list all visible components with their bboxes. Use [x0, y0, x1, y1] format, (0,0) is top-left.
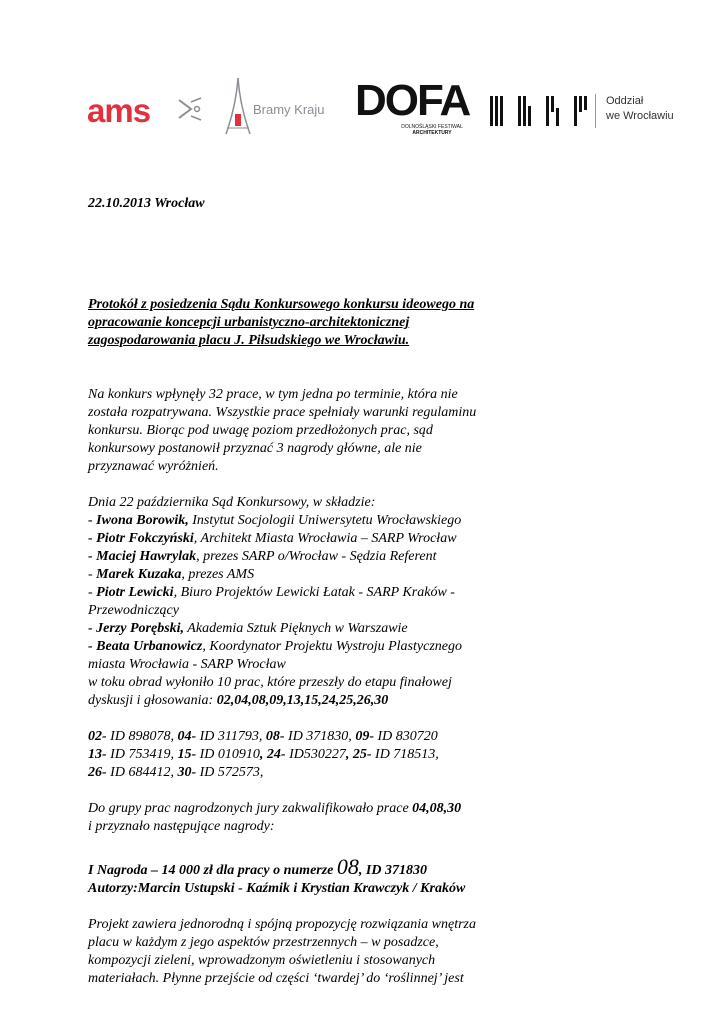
- intro-line: Na konkurs wpłynęły 32 prace, w tym jedna po terminie, która nie: [88, 387, 458, 402]
- dofa-subtitle-line1: DOLNOŚLĄSKI FESTIWAL: [401, 124, 463, 130]
- jury-member: - Piotr Lewicki, Biuro Projektów Lewicki Łatak - SARP Kraków -: [88, 585, 455, 600]
- jury-member: - Beata Urbanowicz, Koordynator Projektu Wystroju Plastycznego: [88, 639, 462, 654]
- title-line: Protokół z posiedzenia Sądu Konkursowego konkursu ideowego na: [88, 297, 475, 312]
- description-line: Projekt zawiera jednorodną i spójną propozycję rozwiązania wnętrza: [88, 917, 476, 932]
- id-line: 02- ID 898078, 04- ID 311793, 08- ID 371830, 09- ID 830720: [88, 729, 438, 744]
- jury-member: - Marek Kuzaka, prezes AMS: [88, 567, 255, 582]
- jury-paragraph: [88, 494, 508, 710]
- awarded-line: Do grupy prac nagrodzonych jury zakwalifikowało prace 04,08,30: [88, 801, 462, 816]
- jury-member: - Piotr Fokczyński, Architekt Miasta Wrocławia – SARP Wrocław: [88, 531, 457, 546]
- awarded-paragraph: [88, 800, 508, 836]
- sarp-branch-line2: we Wrocławiu: [606, 110, 674, 122]
- intro-paragraph: [88, 386, 508, 476]
- final-line: w toku obrad wyłoniło 10 prac, które przeszły do etapu finałowej: [88, 675, 452, 690]
- description-line: placu w każdym z jego aspektów przestrzennych – w posadzce,: [88, 935, 439, 950]
- intro-line: została rozpatrywana. Wszystkie prace spełniały warunki regulaminu: [88, 405, 477, 420]
- jury-member: - Jerzy Porębski, Akademia Sztuk Pięknych w Warszawie: [88, 621, 408, 636]
- description-line: kompozycji zieleni, wprowadzonym oświetleniu i stosowanych: [88, 953, 436, 968]
- first-prize-authors: Autorzy:Marcin Ustupski - Kaźmik i Krystian Krawczyk / Kraków: [88, 881, 466, 896]
- jury-member: - Iwona Borowik, Instytut Socjologii Uniwersytetu Wrocławskiego: [88, 513, 462, 528]
- bramy-kraju-logo: [223, 76, 343, 138]
- intro-line: przyznawać wyróżnień.: [88, 459, 219, 474]
- sarp-branch-label: [595, 94, 696, 128]
- jury-member: - Maciej Hawrylak, prezes SARP o/Wrocław - Sędzia Referent: [88, 549, 437, 564]
- title-line: zagospodarowania placu J. Piłsudskiego we Wrocławiu.: [88, 333, 410, 348]
- finalist-numbers: 02,04,08,09,13,15,24,25,26,30: [216, 693, 389, 708]
- intro-line: konkursu. Biorąc pod uwagę poziom przedłożonych prac, sąd: [88, 423, 433, 438]
- title-line: opracowanie koncepcji urbanistyczno-architektonicznej: [88, 315, 410, 330]
- ams-logo: [87, 92, 150, 130]
- description-paragraph: [88, 916, 508, 988]
- id-line: 26- ID 684412, 30- ID 572573,: [88, 765, 264, 780]
- document-body: [88, 195, 508, 988]
- awarded-line: i przyznało następujące nagrody:: [88, 819, 275, 834]
- description-line: materiałach. Płynne przejście od części ‘twardej’ do ‘roślinnej’ jest: [88, 971, 464, 986]
- jury-intro: Dnia 22 października Sąd Konkursowy, w składzie:: [88, 495, 376, 510]
- sarp-logo: [488, 94, 598, 128]
- logo-band: [83, 70, 676, 142]
- document-date: 22.10.2013 Wrocław: [88, 196, 205, 211]
- awarded-numbers: 04,08,30: [412, 801, 462, 816]
- final-line: dyskusji i głosowania: 02,04,08,09,13,15,24,25,26,30: [88, 693, 389, 708]
- first-prize-number: 08: [336, 854, 359, 879]
- dofa-logo-text: DOFA: [355, 76, 470, 125]
- ams-arrow-icon: [175, 94, 205, 124]
- finalist-id-list: [88, 728, 508, 782]
- dofa-subtitle: [397, 124, 467, 136]
- first-prize-heading: I Nagroda – 14 000 zł dla pracy o numerze 08, ID 371830: [88, 854, 427, 879]
- bramy-kraju-text: Bramy Kraju: [253, 102, 325, 117]
- id-line: 13- ID 753419, 15- ID 010910, 24- ID530227, 25- ID 718513,: [88, 747, 439, 762]
- dofa-logo: [353, 76, 483, 142]
- jury-member: Przewodniczący: [88, 603, 179, 618]
- jury-member: miasta Wrocławia - SARP Wrocław: [88, 657, 286, 672]
- ams-logo-text: ams: [87, 92, 151, 129]
- dofa-subtitle-line2: ARCHITEKTURY: [412, 130, 452, 136]
- sarp-branch-line1: Oddział: [606, 95, 644, 107]
- document-title: [88, 296, 508, 350]
- first-prize: [88, 854, 508, 898]
- gate-icon: [223, 76, 253, 136]
- intro-line: konkursowy postanowił przyznać 3 nagrody główne, ale nie: [88, 441, 422, 456]
